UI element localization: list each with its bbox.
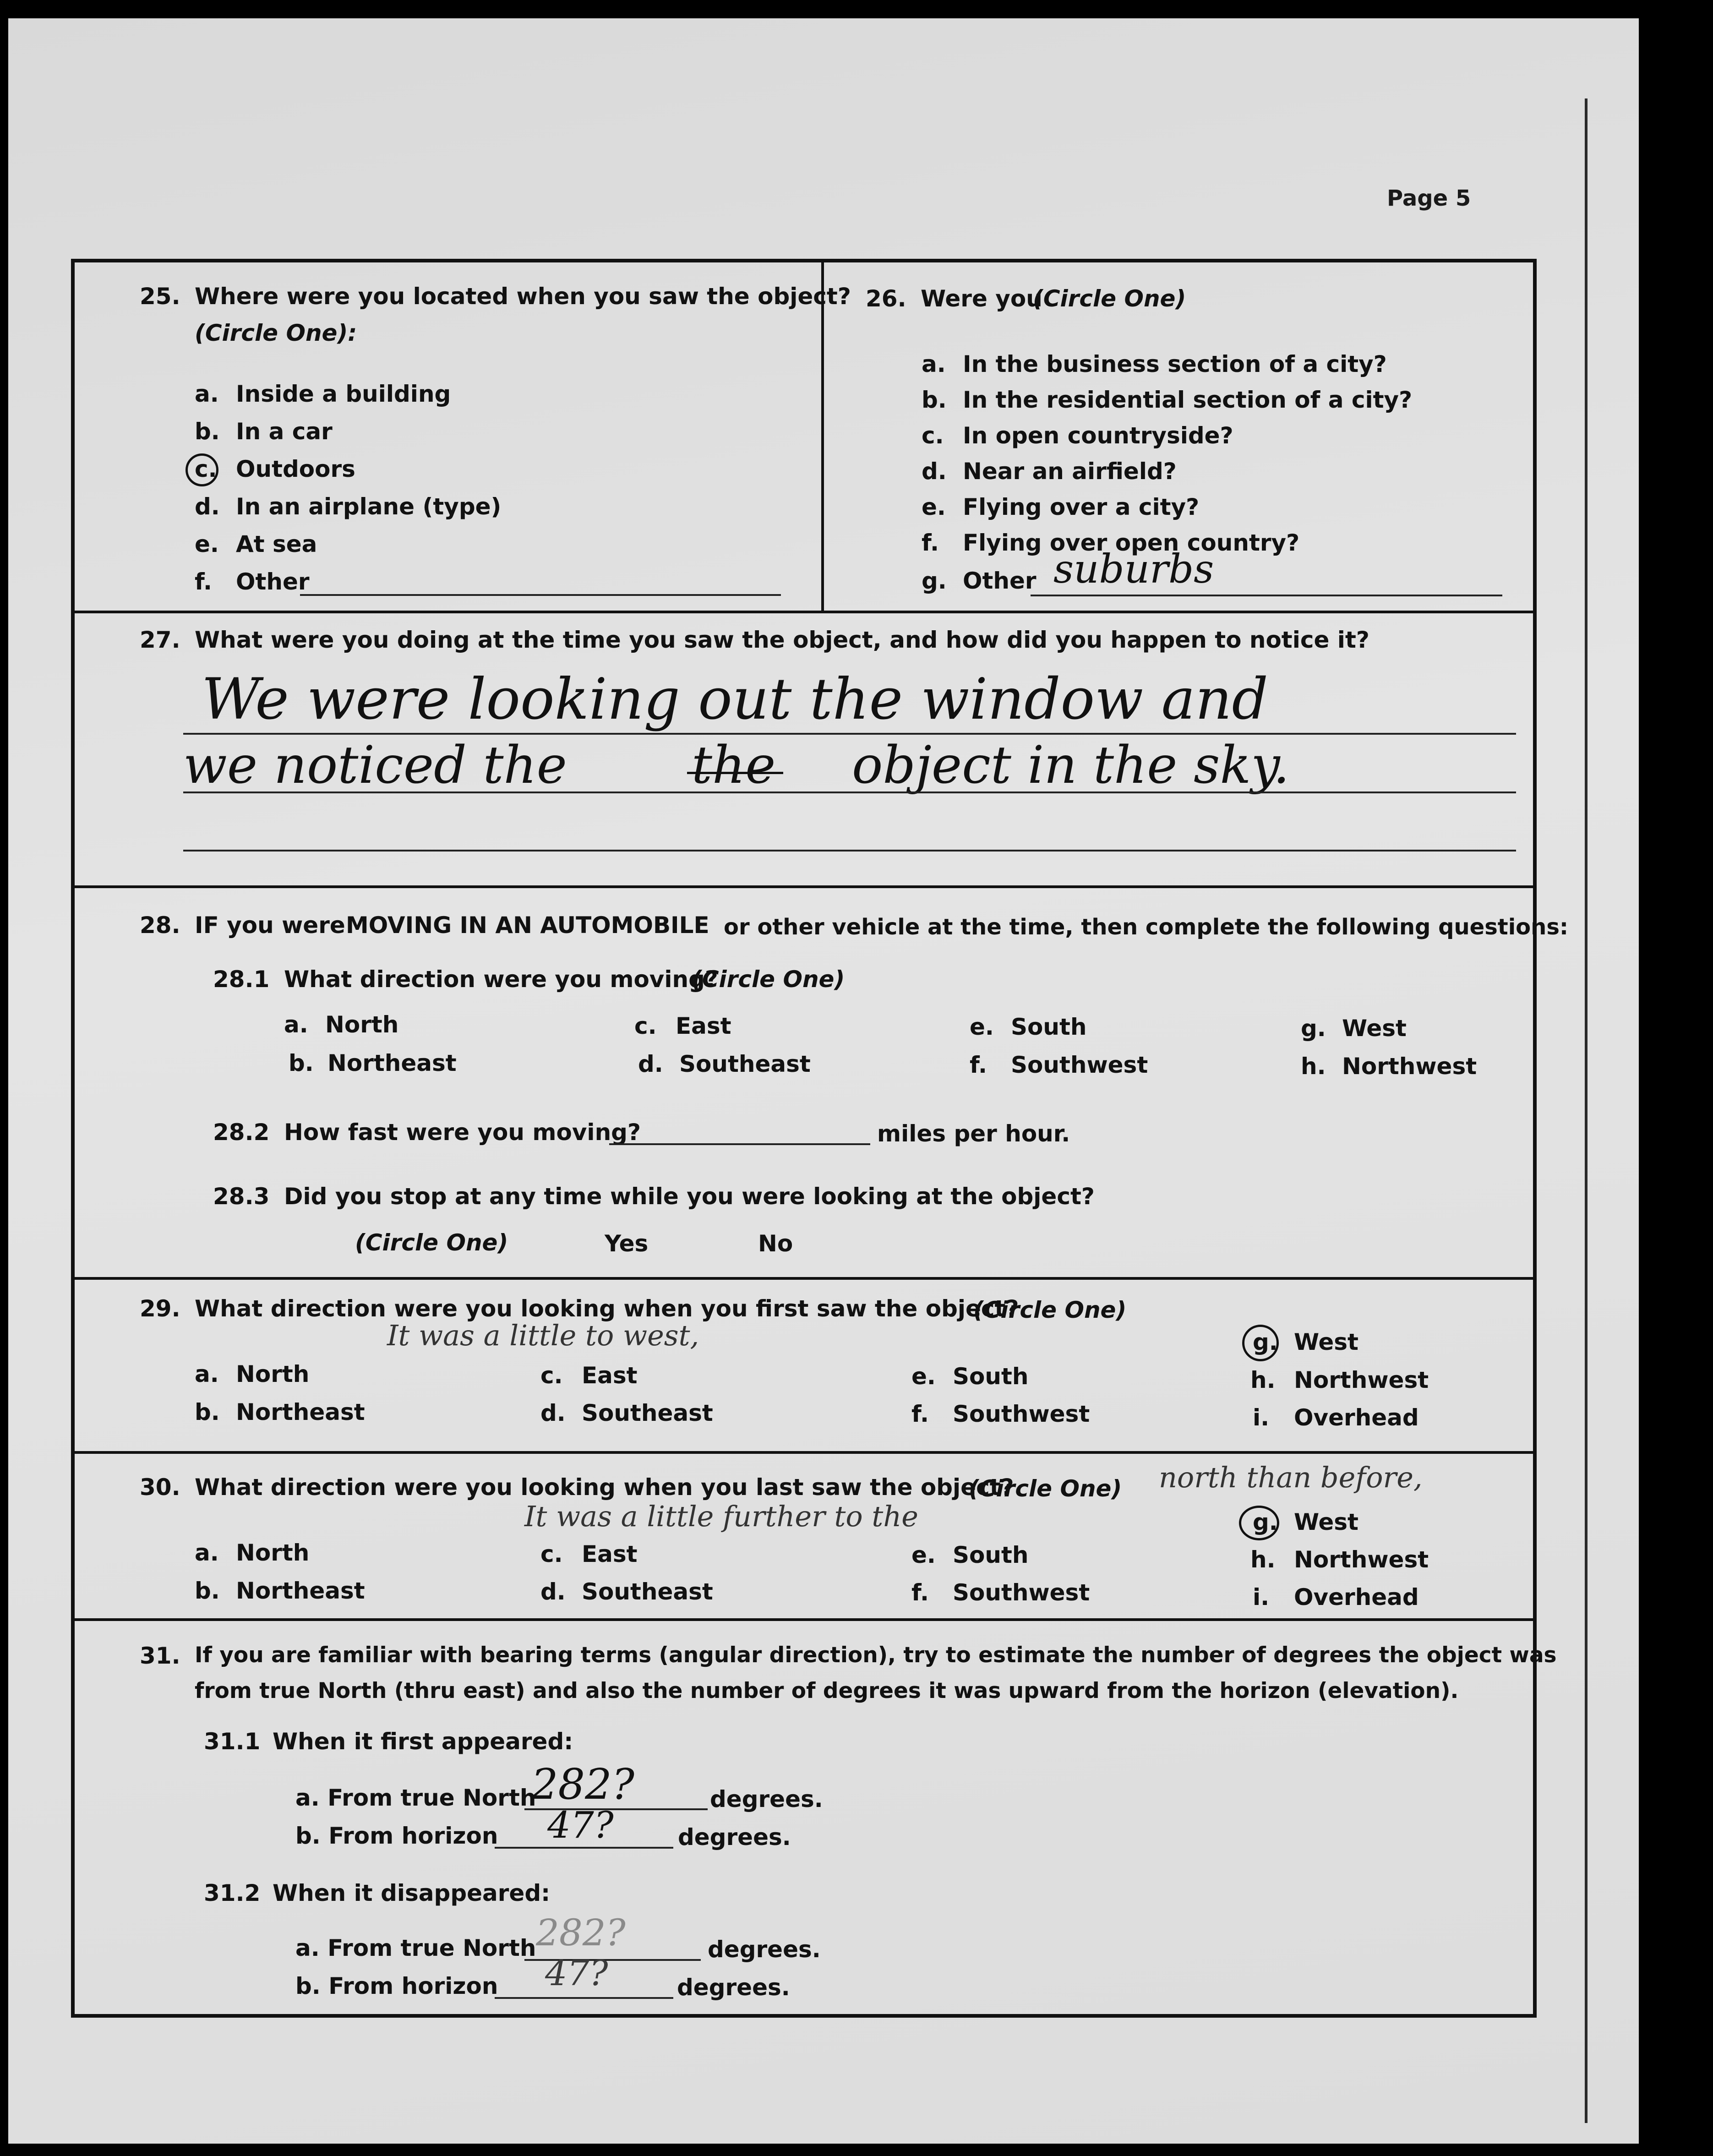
q31-number: 31. [140,1643,180,1669]
q28-direction-letter: c. [634,1013,657,1039]
q25-option-text: Other [236,568,310,595]
q26-option-text: Flying over open country? [963,529,1300,556]
q31-2-number: 31.2 [204,1880,261,1906]
q29-option-text: East [582,1362,638,1389]
q27-answer-struck-word: the [692,736,776,795]
q27-answer-line2-a: we noticed the [183,736,567,795]
q28-direction-text: Southeast [679,1051,811,1077]
q31-1b-degrees: degrees. [678,1824,791,1850]
q28-direction-letter: e. [970,1014,994,1040]
q30-option-text: Southwest [953,1579,1090,1606]
q27-number: 27. [140,627,180,653]
q30-option-text: South [953,1542,1029,1568]
q25-option-text: In an airplane (type) [236,493,502,520]
q28-direction-text: West [1342,1015,1407,1042]
q29-option-letter: e. [911,1363,936,1390]
q31-question-line2: from true North (thru east) and also the number of degrees it was upward from the horizon (elevation). [195,1678,1459,1703]
q31-question-line1: If you are familiar with bearing terms (angular direction), try to estimate the number of degrees the object was [195,1643,1557,1668]
q29-option-letter: a. [195,1361,219,1387]
q26-option-text: Other [963,568,1037,594]
q27-strikethrough [687,772,783,774]
q30-handwritten-note-1: north than before, [1159,1461,1423,1494]
q30-handwritten-note-2: It was a little further to the [524,1500,918,1533]
q29-option-text: Southwest [953,1401,1090,1427]
q26-option-text: In the business section of a city? [963,351,1387,377]
q28-question-prefix: IF you were [195,912,345,939]
q31-2a-value: 282? [536,1911,626,1954]
q25-option-letter: c. [195,456,217,482]
q29-handwritten-note: It was a little to west, [387,1319,699,1352]
q25-other-line [300,594,781,596]
q28-3-yes: Yes [605,1230,649,1257]
q29-option-text: Northeast [236,1399,365,1425]
q29-answer-circle [1242,1325,1279,1361]
q29-option-letter: b. [195,1399,220,1425]
q25-option-letter: b. [195,418,220,445]
q25-option-letter: e. [195,531,219,557]
q26-option-text: In the residential section of a city? [963,387,1413,413]
q26-option-text: Flying over a city? [963,494,1200,520]
q28-direction-text: Southwest [1011,1052,1148,1078]
q31-1b-line [495,1847,673,1849]
q26-option-letter: g. [922,568,947,594]
q28-direction-text: North [325,1011,399,1038]
q29-option-letter: h. [1250,1367,1276,1393]
q31-2b-line [495,1997,673,1999]
q28-direction-letter: d. [638,1051,663,1077]
q29-option-text: Southeast [582,1400,713,1426]
page-number: Page 5 [1387,186,1471,211]
q30-option-letter: h. [1250,1546,1276,1573]
q31-2a-degrees: degrees. [708,1936,821,1963]
q28-1-number: 28.1 [213,966,270,993]
q31-2b-degrees: degrees. [677,1974,790,2001]
q29-instruction: (Circle One) [973,1297,1127,1323]
q26-option-letter: e. [922,494,946,520]
q31-1a-value: 282? [531,1760,634,1809]
q25-option-letter: d. [195,493,220,520]
q28-1-question: What direction were you moving? [284,966,718,993]
q28-direction-letter: f. [970,1052,987,1078]
q28-3-question: Did you stop at any time while you were looking at the object? [284,1183,1095,1210]
q26-option-text: In open countryside? [963,422,1233,449]
divider-25-27 [75,611,1533,613]
q30-option-text: North [236,1539,310,1566]
q26-question: Were you [921,285,1042,312]
q31-2b-label: b. From horizon [295,1973,498,1999]
q28-direction-letter: b. [289,1050,314,1076]
q31-1-label: When it first appeared: [273,1728,573,1755]
q25-number: 25. [140,283,180,310]
divider-28-29 [75,1277,1533,1280]
q25-option-letter: a. [195,381,219,407]
q31-1a-label: a. From true North [295,1785,536,1811]
q30-option-letter: b. [195,1577,220,1604]
q28-direction-letter: a. [284,1011,308,1038]
q28-question-emphasis: MOVING IN AN AUTOMOBILE [346,912,709,939]
q31-2b-value: 47? [545,1953,608,1993]
q26-option-letter: f. [922,529,939,556]
q25-question: Where were you located when you saw the object? [195,283,851,310]
q29-option-letter: i. [1253,1404,1270,1431]
q26-other-line [1031,595,1502,596]
q27-answer-rule-1 [183,733,1516,735]
q27-answer-line2-b: object in the sky. [852,736,1290,795]
q28-3-no: No [758,1230,793,1257]
q30-option-text: Northwest [1294,1546,1429,1573]
q26-other-answer: suburbs [1053,546,1214,592]
q26-option-letter: c. [922,422,944,449]
q28-2-question: How fast were you moving? [284,1119,641,1146]
q30-option-letter: f. [911,1579,929,1606]
q28-2-speed-line [609,1143,870,1145]
q29-option-letter: f. [911,1401,929,1427]
q28-2-unit: miles per hour. [877,1120,1070,1147]
q30-instruction: (Circle One) [969,1475,1122,1502]
q29-question: What direction were you looking when you first saw the object? [195,1295,1019,1322]
q28-direction-letter: g. [1301,1015,1326,1042]
q27-answer-line1: We were looking out the window and [202,666,1268,732]
q29-option-text: North [236,1361,310,1387]
divider-25-26 [821,262,824,613]
q25-answer-circle [185,453,218,486]
q30-option-text: Southeast [582,1578,713,1605]
q29-option-text: West [1294,1329,1358,1355]
q26-option-letter: a. [922,351,946,377]
q26-option-letter: b. [922,387,947,413]
q31-1b-value: 47? [547,1804,614,1846]
q25-instruction: (Circle One): [195,320,357,346]
q25-option-text: At sea [236,531,317,557]
divider-27-28 [75,885,1533,888]
q28-question-suffix: or other vehicle at the time, then complete the following questions: [724,914,1569,940]
q30-option-letter: g. [1253,1509,1278,1535]
q30-option-letter: c. [540,1541,563,1567]
q28-2-number: 28.2 [213,1119,270,1146]
q31-2-label: When it disappeared: [273,1880,551,1906]
q29-option-letter: d. [540,1400,566,1426]
q30-option-text: East [582,1541,638,1567]
q30-question: What direction were you looking when you last saw the object? [195,1474,1014,1501]
q30-number: 30. [140,1474,180,1501]
q28-3-number: 28.3 [213,1183,270,1210]
q27-question: What were you doing at the time you saw the object, and how did you happen to notice it? [195,627,1369,653]
q31-1-number: 31.1 [204,1728,261,1755]
q29-option-letter: c. [540,1362,563,1389]
q27-answer-rule-3 [183,850,1516,851]
q30-answer-circle [1239,1506,1279,1540]
q28-number: 28. [140,912,180,939]
q28-direction-text: East [676,1013,731,1039]
q30-option-text: West [1294,1509,1358,1535]
q25-option-letter: f. [195,568,213,595]
q30-option-letter: a. [195,1539,219,1566]
page-edge-shadow [1585,98,1588,2123]
q28-1-instruction: (Circle One) [692,966,845,993]
q25-option-text: In a car [236,418,333,445]
q28-direction-text: South [1011,1014,1087,1040]
q30-option-letter: e. [911,1542,936,1568]
q26-option-text: Near an airfield? [963,458,1177,485]
q29-option-letter: g. [1253,1329,1278,1355]
q25-option-text: Outdoors [236,456,355,482]
q27-answer-rule-2 [183,791,1516,793]
divider-30-31 [75,1618,1533,1621]
q29-number: 29. [140,1295,180,1322]
q31-1a-degrees: degrees. [710,1786,823,1812]
q26-option-letter: d. [922,458,947,485]
q31-1b-label: b. From horizon [295,1823,498,1849]
q26-instruction: (Circle One) [1033,285,1186,312]
q29-option-text: South [953,1363,1029,1390]
q30-option-text: Northeast [236,1577,365,1604]
q30-option-letter: i. [1253,1584,1270,1610]
q30-option-letter: d. [540,1578,566,1605]
q28-direction-letter: h. [1301,1053,1326,1080]
q28-3-instruction: (Circle One) [355,1229,508,1256]
q31-2a-label: a. From true North [295,1935,536,1961]
q29-option-text: Overhead [1294,1404,1419,1431]
q30-option-text: Overhead [1294,1584,1419,1610]
q25-option-text: Inside a building [236,381,451,407]
q28-direction-text: Northeast [327,1050,457,1076]
q28-direction-text: Northwest [1342,1053,1477,1080]
q29-option-text: Northwest [1294,1367,1429,1393]
divider-29-30 [75,1451,1533,1454]
q26-number: 26. [866,285,906,312]
